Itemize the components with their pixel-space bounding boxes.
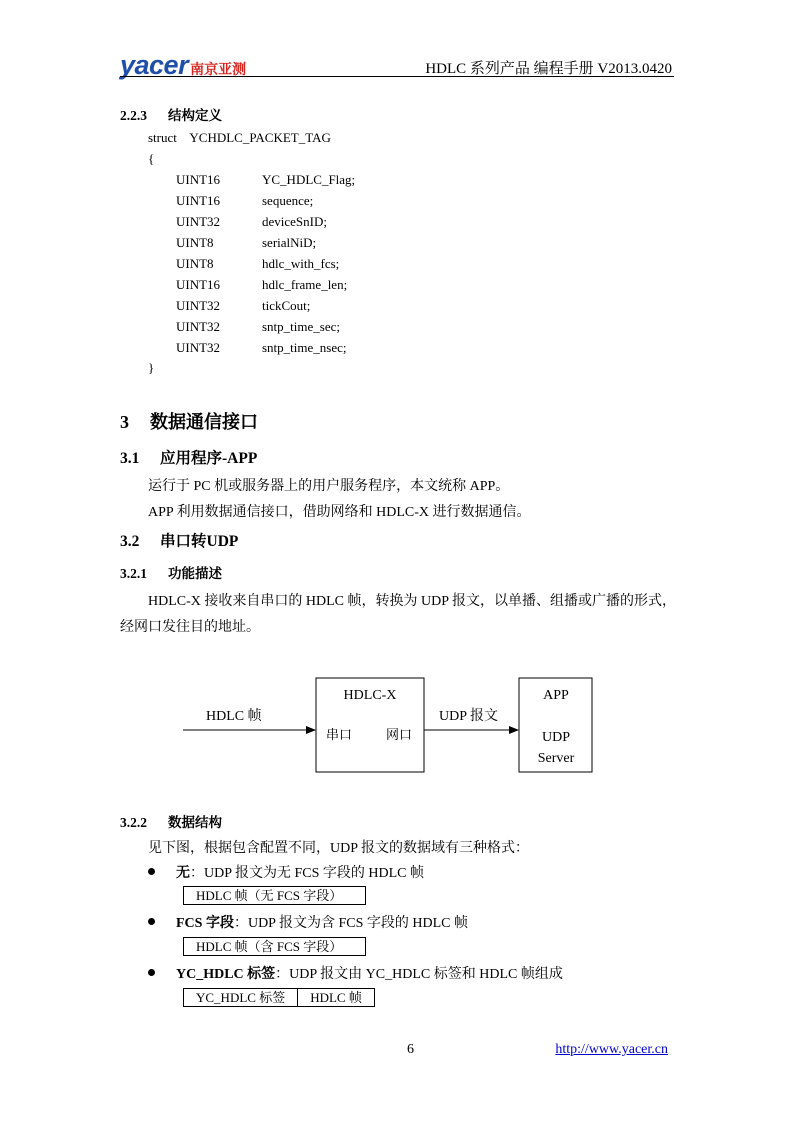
output-label: UDP 报文 xyxy=(439,709,498,724)
document-title: HDLC 系列产品 编程手册 V2013.0420 xyxy=(425,61,672,77)
website-link[interactable]: http://www.yacer.cn xyxy=(555,1042,668,1057)
paragraph-app-usage: APP 利用数据通信接口，借助网络和 HDLC-X 进行数据通信。 xyxy=(148,505,531,520)
paragraph-function-line2: 经网口发往目的地址。 xyxy=(120,620,260,635)
paragraph-data-structure-intro: 见下图，根据包含配置不同，UDP 报文的数据域有三种格式： xyxy=(148,841,529,856)
bullet-dot xyxy=(148,969,155,976)
paragraph-app-definition: 运行于 PC 机或服务器上的用户服务程序，本文统称 APP。 xyxy=(148,479,510,494)
bullet-dot xyxy=(148,868,155,875)
format-box-yc-hdlc-tag xyxy=(183,988,375,1007)
format-cell: HDLC 帧（含 FCS 字段） xyxy=(196,939,343,954)
format-box-fcs xyxy=(183,937,366,956)
app-server-label: Server xyxy=(537,751,575,766)
bullet-dot xyxy=(148,918,155,925)
format-bullet-no-fcs: 无：UDP 报文为无 FCS 字段的 HDLC 帧 xyxy=(148,862,648,882)
struct-fields: UINT16 YC_HDLC_Flag; UINT16 sequence; UINT32 deviceSnID; UINT8 serialNiD; UINT8 hdlc_with_fcs; UINT16 hdlc_frame_len; UINT32 tickCout; UINT32 sntp_time_sec; UINT32 sntp_time_nsec; xyxy=(176,172,356,355)
section-heading-3-2: 3.2 串口转UDP xyxy=(120,533,239,550)
page-number: 6 xyxy=(407,1042,414,1057)
section-heading-3: 3 数据通信接口 xyxy=(120,412,258,432)
app-title: APP xyxy=(543,688,569,703)
section-heading-3-1: 3.1 应用程序-APP xyxy=(120,450,258,467)
section-heading-2-2-3: 2.2.3 结构定义 xyxy=(120,108,222,123)
format-cell-tag: YC_HDLC 标签 xyxy=(196,990,286,1005)
format-cell: HDLC 帧（无 FCS 字段） xyxy=(196,888,343,903)
logo-wordmark: yacer xyxy=(120,50,189,80)
format-cell-frame: HDLC 帧 xyxy=(297,989,374,1006)
input-label: HDLC 帧 xyxy=(206,709,262,724)
device-serial-port-label: 串口 xyxy=(326,727,353,742)
logo-chinese-name: 南京亚测 xyxy=(190,61,247,77)
paragraph-function-line1: HDLC-X 接收来自串口的 HDLC 帧，转换为 UDP 报文，以单播、组播或广播的形式， xyxy=(148,594,676,609)
struct-brace-close: } xyxy=(148,360,155,375)
device-net-port-label: 网口 xyxy=(386,727,413,742)
section-heading-3-2-1: 3.2.1 功能描述 xyxy=(120,566,222,581)
struct-declaration: struct YCHDLC_PACKET_TAG xyxy=(148,130,331,145)
format-bullet-yc-hdlc-tag: YC_HDLC 标签：UDP 报文由 YC_HDLC 标签和 HDLC 帧组成 xyxy=(148,963,648,983)
app-udp-label: UDP xyxy=(541,730,571,745)
device-title: HDLC-X xyxy=(343,688,397,703)
format-bullet-fcs: FCS 字段：UDP 报文为含 FCS 字段的 HDLC 帧 xyxy=(148,912,648,932)
section-heading-3-2-2: 3.2.2 数据结构 xyxy=(120,815,222,830)
struct-brace-open: { xyxy=(148,151,155,166)
format-box-no-fcs xyxy=(183,886,366,905)
